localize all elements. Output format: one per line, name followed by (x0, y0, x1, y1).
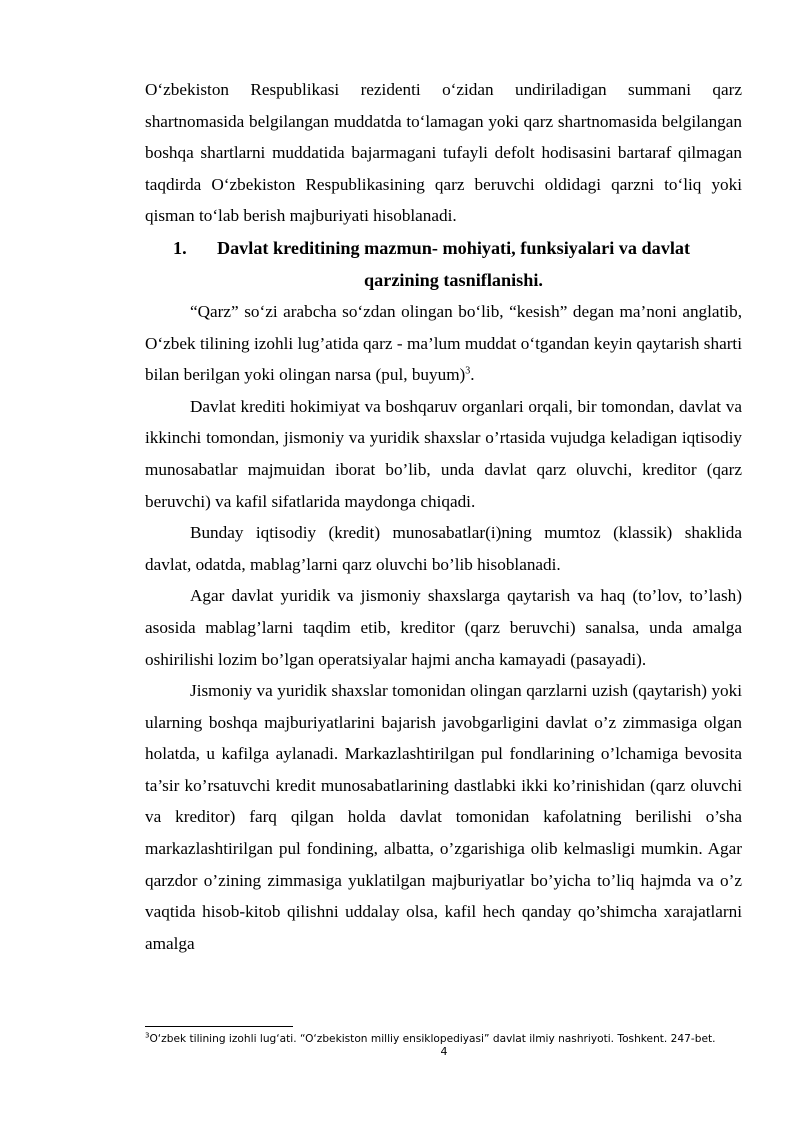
page-body (145, 74, 742, 959)
section-heading-number: 1. (173, 237, 187, 258)
footnote (145, 1032, 745, 1046)
footnote-separator (145, 1026, 293, 1027)
paragraph-tail: . (470, 365, 475, 385)
paragraph-davlat-krediti: Davlat krediti hokimiyat va boshqaruv organlari orqali, bir tomondan, davlat va ikkinchi tomondan, jismoniy va yuridik shaxslar o’rtasida vujudga keladigan iqtisodiy munosabatlar majmuidan iborat bo’lib, unda davlat qarz oluvchi, kreditor (qarz beruvchi) va kafil sifatlarida maydonga chiqadi. (145, 396, 742, 511)
footnote-reference[interactable]: 3 (465, 365, 471, 377)
section-heading-title: Davlat kreditining mazmun- mohiyati, funksiyalari va davlat qarzining tasniflanishi. (216, 237, 691, 290)
paragraph-kafil: Jismoniy va yuridik shaxslar tomonidan olingan qarzlarni uzish (qaytarish) yoki ularning boshqa majburiyatlarini bajarish javobgarligini davlat o’z zimmasiga olgan holatda, u kafilga aylanadi. Markazlashtirilgan pul fondlarining o’lchamiga bevosita ta’sir ko’rsatuvchi kredit munosabatlarining dastlabki ikki ko’rinishidan (qarz oluvchi va kreditor) farq qilgan holda davlat tomonidan kafolatning berilishi o’sha markazlashtirilgan pul fondining, albatta, o’zgarishiga olib kelmasligi mumkin. Agar qarzdor o’zining zimmasiga yuklatilgan majburiyatlar bo’yicha to’liq hajmda va o’z vaqtida hisob-kitob qilishni uddalay olsa, kafil hech qanday qo’shimcha xarajatlarni amalga (145, 681, 742, 953)
page-number: 4 (440, 1045, 448, 1058)
paragraph-text: “Qarz” so‘zi arabcha so‘zdan olingan bo‘lib, “kesish” degan ma’noni anglatib, O‘zbek tilining izohli lug’atida qarz - ma’lum muddat o‘tgandan keyin qaytarish sharti bilan berilgan yoki olingan narsa (pul, buyum) (145, 301, 742, 385)
section-heading (145, 232, 742, 296)
opening-paragraph: O‘zbekiston Respublikasi rezidenti o‘zidan undiriladigan summani qarz shartnomasida belgilangan muddatda to‘lamagan yoki qarz shartnomasida belgilangan boshqa shartlarni muddatida bajarmagani tufayli defolt hodisasini bartaraf qilmagan taqdirda O‘zbekiston Respublikasining qarz beruvchi oldidagi qarzni to‘liq yoki qisman to‘lab berish majburiyati hisoblanadi. (145, 80, 742, 226)
footnote-marker: 3 (145, 1031, 150, 1040)
footnote-text: O‘zbek tilining izohli lug‘ati. “O‘zbekiston milliy ensiklopediyasi” davlat ilmiy nashriyoti. Toshkent. 247-bet. (149, 1033, 716, 1045)
paragraph-klassik-shakl: Bunday iqtisodiy (kredit) munosabatlar(i)ning mumtoz (klassik) shaklida davlat, odatda, mablag’larni qarz oluvchi bo’lib hisoblanadi. (145, 523, 742, 574)
paragraph-kreditor: Agar davlat yuridik va jismoniy shaxslarga qaytarish va haq (to’lov, to’lash) asosida mablag’larni taqdim etib, kreditor (qarz beruvchi) sanalsa, unda amalga oshirilishi lozim bo’lgan operatsiyalar hajmi ancha kamayadi (pasayadi). (145, 586, 742, 669)
paragraph-qarz-definition (145, 296, 742, 391)
